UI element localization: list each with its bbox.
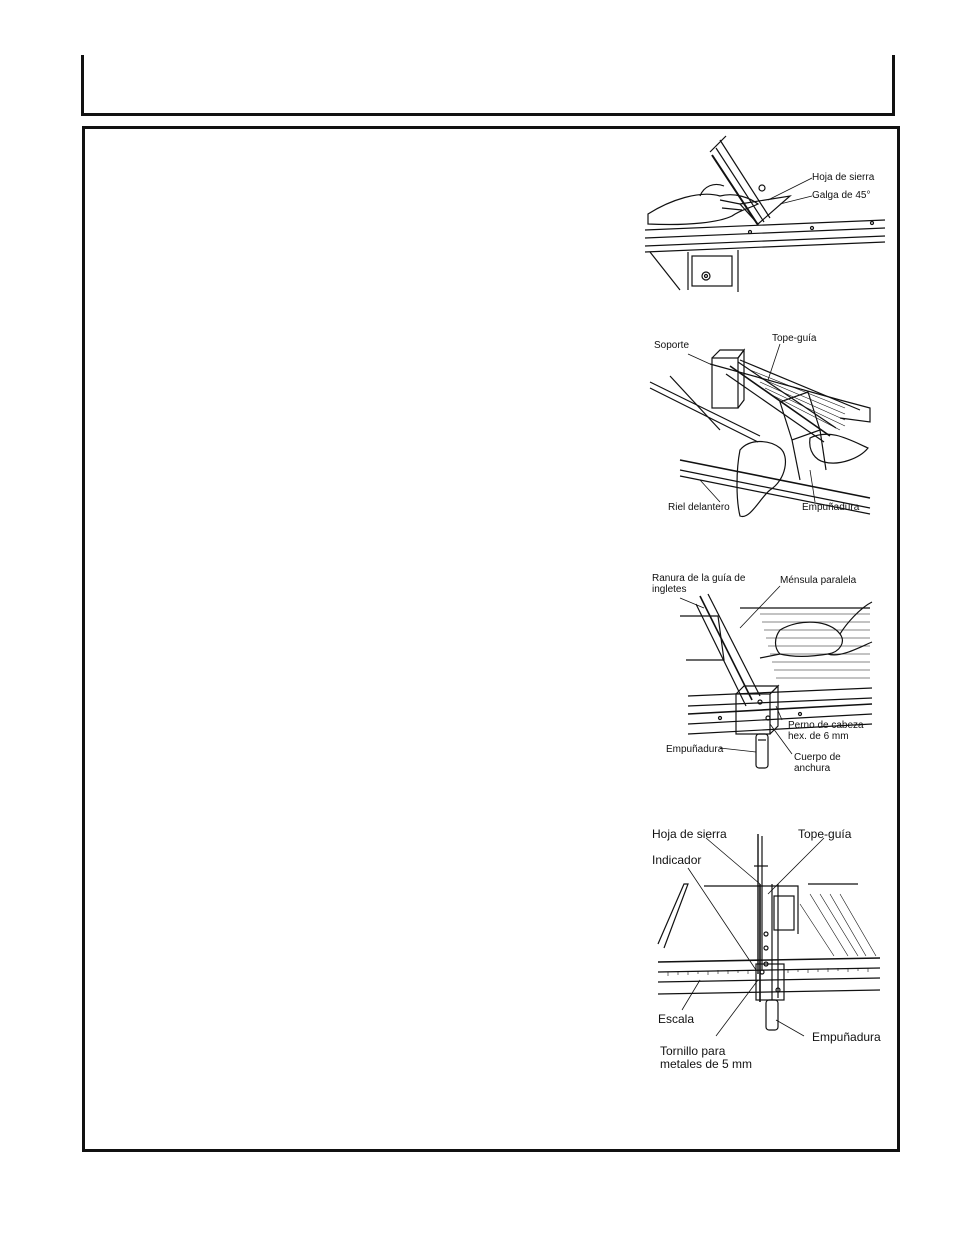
label-fence: Tope-guía xyxy=(772,333,817,344)
label-saw-blade: Hoja de sierra xyxy=(652,827,727,841)
label-hex-bolt-line2: hex. de 6 mm xyxy=(788,731,849,742)
label-miter-slot-line1: Ranura de la guía de xyxy=(652,573,746,584)
label-handle: Empuñadura xyxy=(802,502,860,513)
blade-gauge-illustration xyxy=(640,130,890,295)
width-body xyxy=(736,694,770,734)
label-handle: Empuñadura xyxy=(812,1030,881,1044)
hand-icon xyxy=(776,622,843,656)
label-front-rail: Riel delantero xyxy=(668,502,730,513)
figure-fence-support xyxy=(640,330,880,520)
label-parallel-bracket: Ménsula paralela xyxy=(780,575,857,586)
handle-icon xyxy=(756,734,768,768)
handle-icon xyxy=(766,1000,778,1030)
label-support: Soporte xyxy=(654,340,690,351)
label-screw-line2: metales de 5 mm xyxy=(660,1057,753,1071)
label-miter-slot-line2: ingletes xyxy=(652,584,687,595)
figure-fence-scale xyxy=(648,824,888,1074)
label-indicator: Indicador xyxy=(652,853,702,867)
label-handle: Empuñadura xyxy=(666,744,724,755)
figure-blade-45-gauge xyxy=(640,130,890,295)
label-scale: Escala xyxy=(658,1012,695,1026)
screw-icon xyxy=(760,970,764,974)
figure-parallel-bracket xyxy=(640,568,880,778)
label-width-body-line1: Cuerpo de xyxy=(794,752,841,763)
label-saw-blade: Hoja de sierra xyxy=(812,172,875,183)
header-box xyxy=(81,55,895,116)
label-hex-bolt-line1: Perno de cabeza xyxy=(788,720,864,731)
scale-icon xyxy=(658,968,880,972)
label-fence: Tope-guía xyxy=(798,827,852,841)
fence-support-illustration xyxy=(640,330,880,520)
label-screw-line1: Tornillo para xyxy=(660,1044,726,1058)
label-width-body-line2: anchura xyxy=(794,763,831,774)
label-gauge-45: Galga de 45° xyxy=(812,190,871,201)
